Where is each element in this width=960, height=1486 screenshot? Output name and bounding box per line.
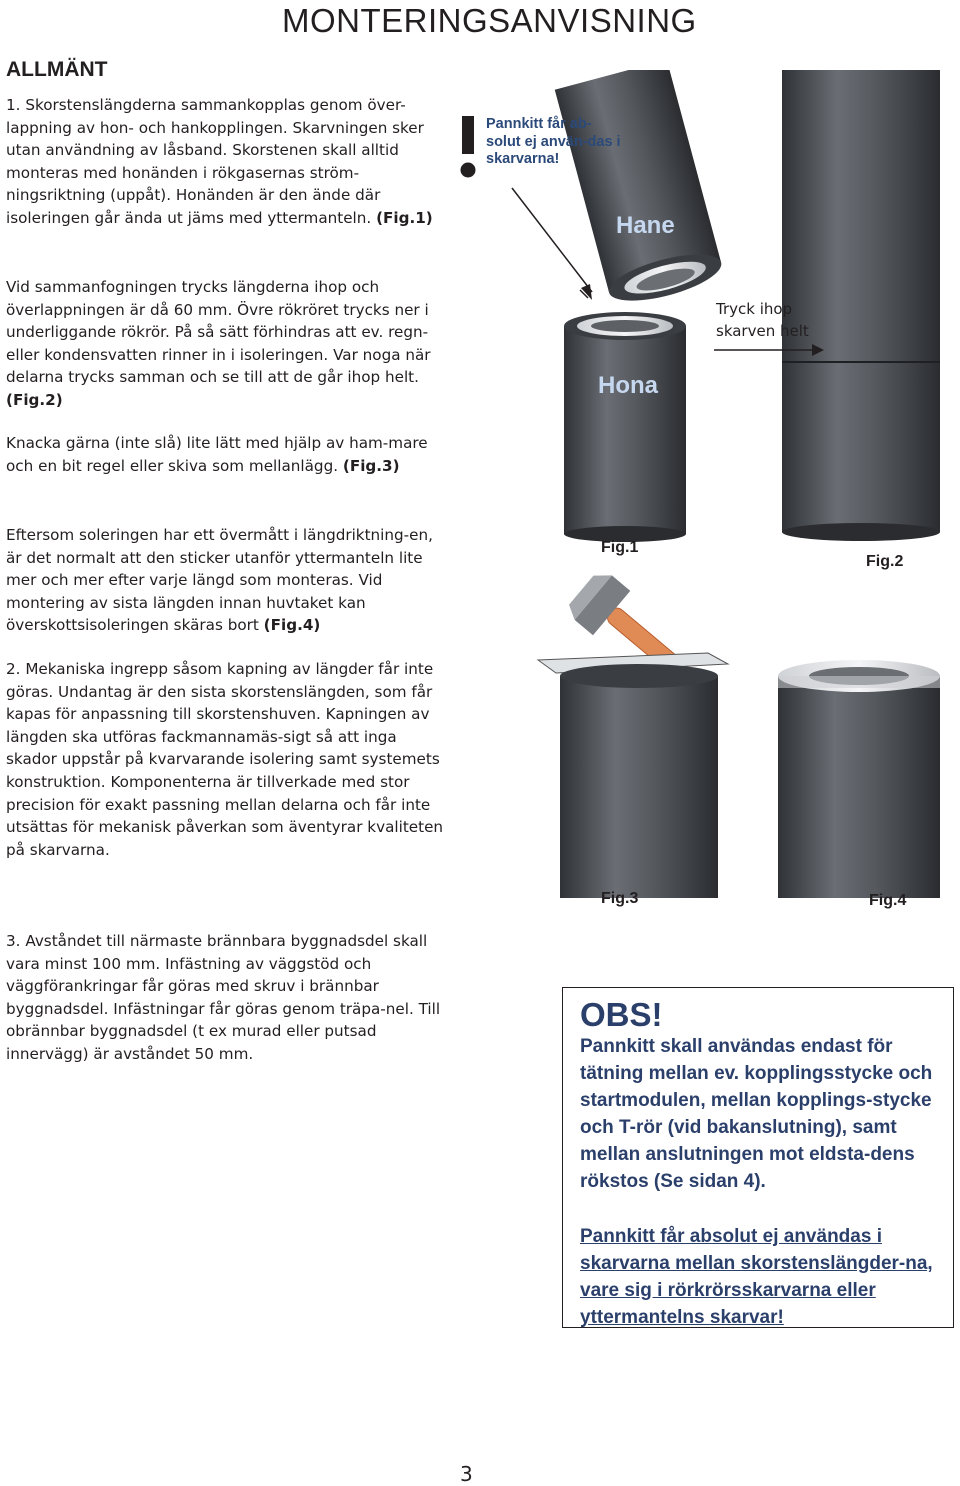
obs-title: OBS! [580,996,663,1033]
fig4-pipe [778,660,940,898]
paragraph-3 [6,432,446,477]
paragraph-5 [6,658,446,861]
fig3-label: Fig.3 [601,890,639,907]
no-putty-warning: Pannkitt får ab-solut ej använ-das i skarvarna! [486,116,621,167]
paragraph-2-text: Vid sammanfogningen trycks längderna ihop och överlappningen är då 60 mm. Övre rökröret trycks ner i underliggande rökrör. På så sätt förhindras att ev. regn- eller kondensvatten rinner in i isoleringen. Var noga när delarna trycks samman och se till att de går ihop helt. [6,278,431,387]
fig1-label: Fig.1 [601,539,639,556]
section-heading: ALLMÄNT [6,58,108,81]
fig3-ref: (Fig.3) [342,456,400,475]
paragraph-4 [6,524,446,637]
paragraph-6 [6,930,446,1066]
press-note: Tryck ihop skarven helt [716,300,809,340]
fig2-ref: (Fig.2) [6,390,63,409]
fig1-ref: (Fig.1) [376,208,433,227]
hona-pipe [564,312,686,542]
paragraph-1-text: 1. Skorstenslängderna sammankopplas genom över-lappning av hon- och hankopplingen. Skarvningen sker utan användning av låsband. Skorstenen skall alltid monteras med honänden i rökgasernas ström-ningsriktning (uppåt). Honänden är den ände där isoleringen går ända ut jäms med yttermanteln. [6,96,424,227]
page-number: 3 [460,1462,473,1486]
paragraph-2 [6,276,446,412]
warning-exclamation-icon [461,116,476,178]
hane-label: Hane [616,212,675,239]
fig2-label: Fig.2 [866,553,904,570]
fig4-label: Fig.4 [869,892,907,909]
hane-pipe [555,70,726,310]
paragraph-1 [6,94,446,230]
paragraph-6-text: 3. Avståndet till närmaste brännbara byggnadsdel skall vara minst 100 mm. Infästning av väggstöd och väggförankringar får göras med skruv i brännbar byggnadsdel. Infästningar får göras genom träpa-nel. Till obrännbar byggnadsdel (t ex murad eller putsad innervägg) är avståndet 50 mm. [6,932,441,1063]
obs-warning: Pannkitt får absolut ej användas i skarvarna mellan skorstenslängder-na, vare sig i rörkrörsskarvarna eller yttermantelns skarvar! [580,1226,933,1328]
fig3-pipe [560,664,718,898]
obs-body: Pannkitt skall användas endast för tätning mellan ev. kopplingsstycke och startmodulen, mellan kopplings-stycke och T-rör (vid bakanslutning), samt mellan anslutningen mot eldsta-dens rökstos (Se sidan 4). [580,1036,933,1192]
fig4-ref: (Fig.4) [263,616,321,635]
paragraph-4-text: Eftersom soleringen har ett övermått i längdriktning-en, är det normalt att den sticker utanför yttermanteln lite mer och mer efter varje längd som monteras. Vid montering av sista längden innan huvtaket kan överskottsisoleringen skäras bort [6,526,433,635]
assembly-illustration [452,70,960,940]
arrow-icon [512,188,592,300]
paragraph-5-text: 2. Mekaniska ingrepp såsom kapning av längder får inte göras. Undantag är den sista skorstenslängden, som får kapas för anpassning till skorstenshuven. Kapningen av längden ska utföras fackmannamäs-sigt så att inga skador uppstår på kvarvarande isolering samt systemets konstruktion. Komponenterna är tillverkade med stor precision för exakt passning mellan delarna och får inte utsättas för mekanisk påverkan som äventyrar kvaliteten på skarvarna. [6,660,444,859]
page-title: MONTERINGSANVISNING [282,2,697,39]
hona-label: Hona [598,372,658,399]
paragraph-3-text: Knacka gärna (inte slå) lite lätt med hjälp av ham-mare och en bit regel eller skiva som mellanlägg. [6,434,428,475]
